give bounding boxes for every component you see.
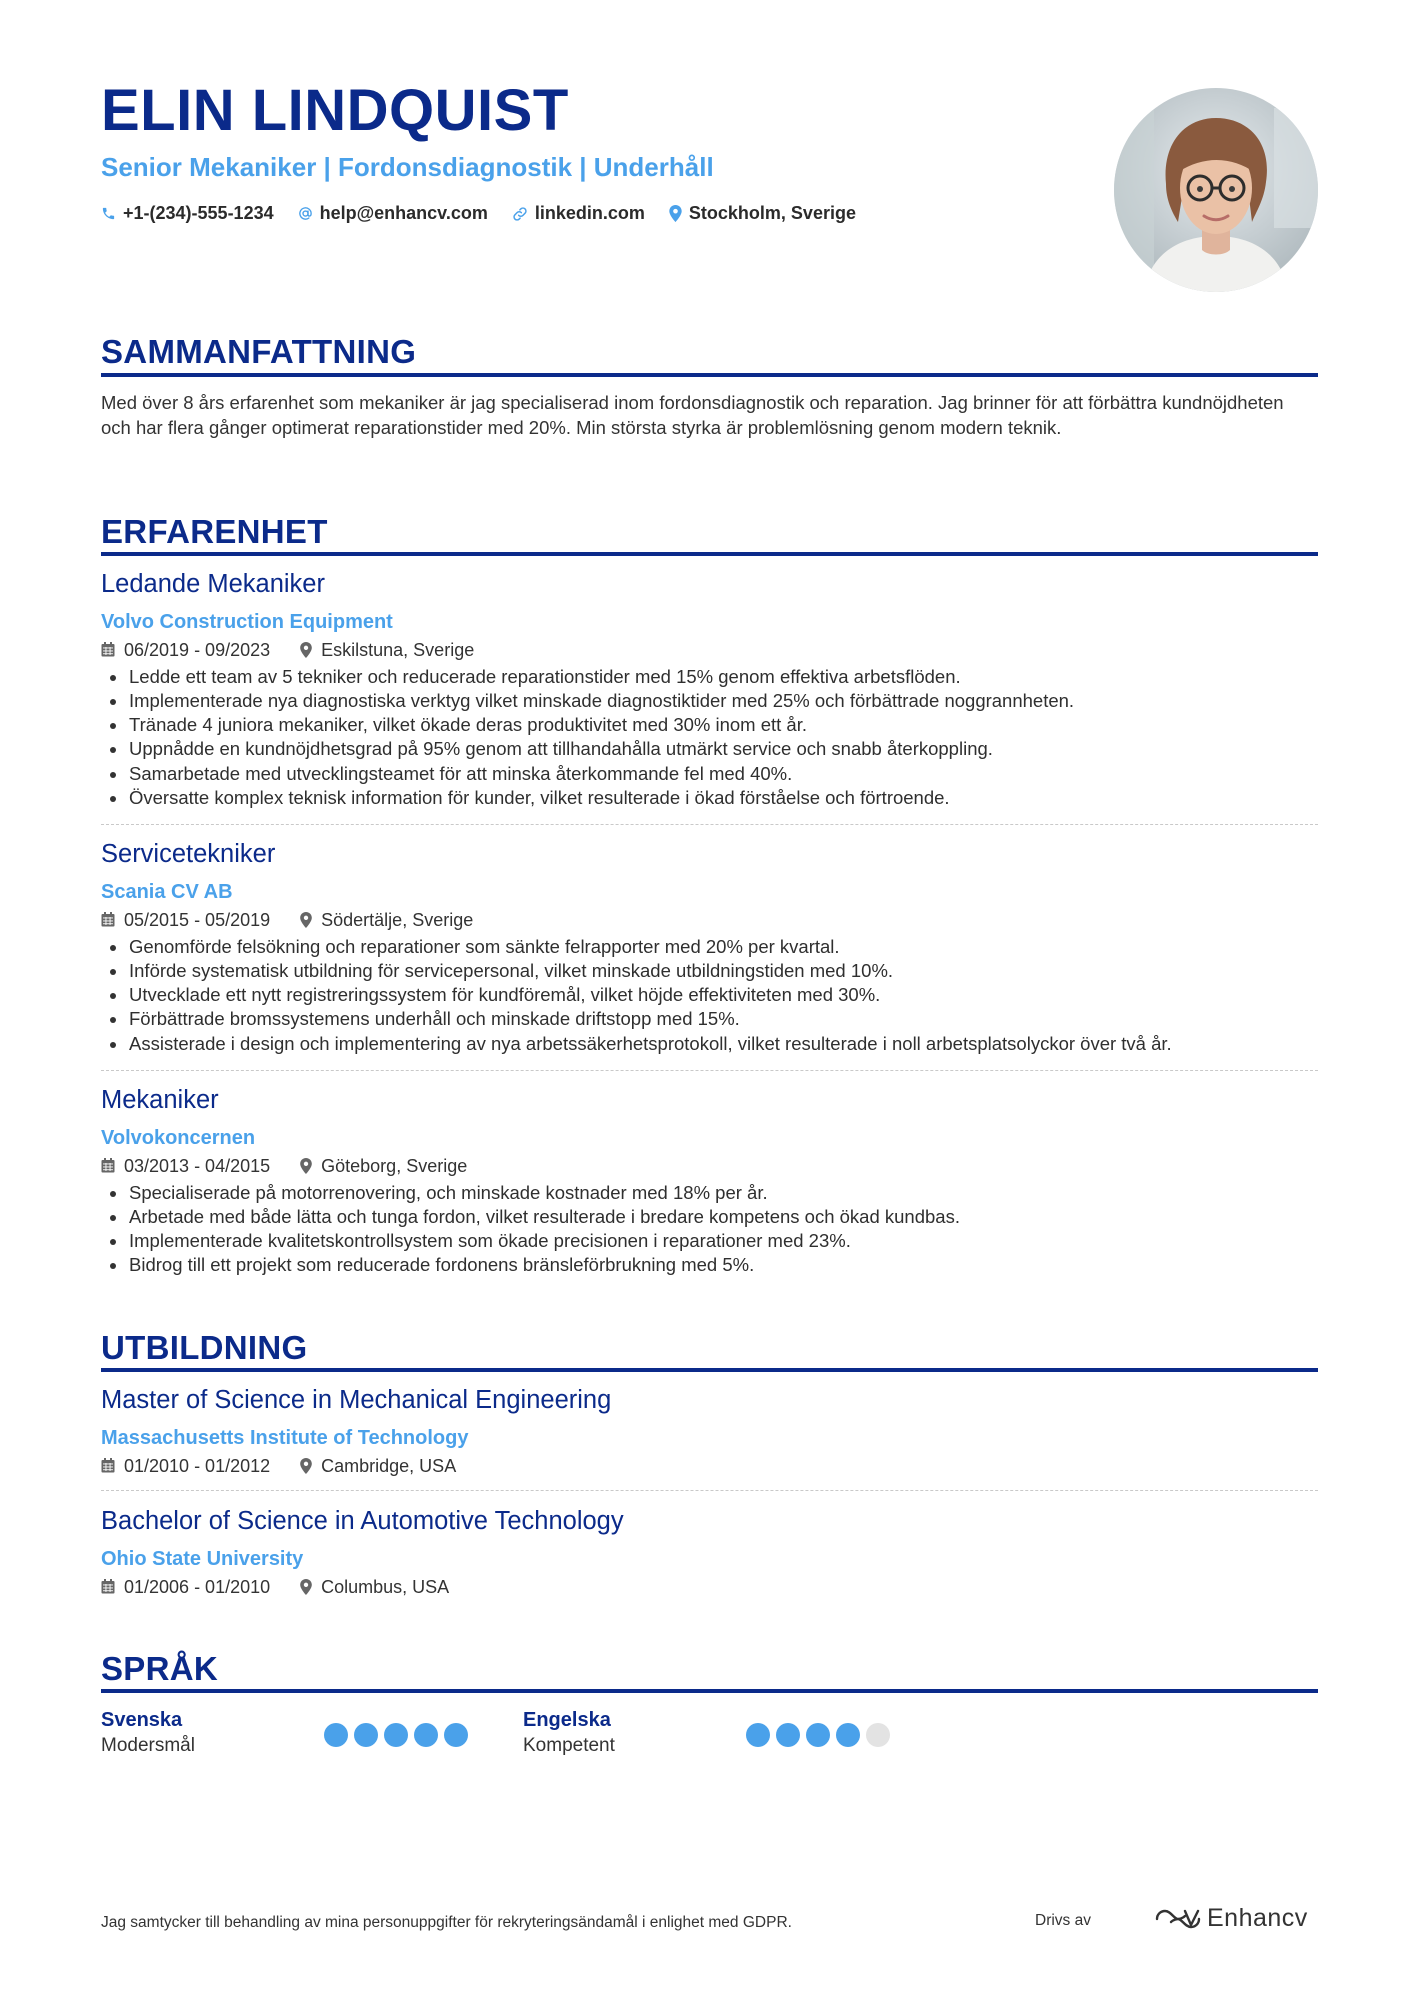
section-rule bbox=[101, 552, 1318, 556]
contact-location-text: Stockholm, Sverige bbox=[688, 203, 856, 223]
company-name[interactable]: Volvo Construction Equipment bbox=[101, 610, 393, 633]
job-achievements bbox=[101, 665, 1318, 811]
achievement-bullet: Specialiserade på motorrenovering, och minskade kostnader med 18% per år. bbox=[101, 1181, 1318, 1205]
school-name[interactable]: Massachusetts Institute of Technology bbox=[101, 1426, 469, 1449]
achievement-bullet: Genomförde felsökning och reparationer som sänkte felrapporter med 20% per kvartal. bbox=[101, 935, 1318, 959]
job-achievements bbox=[101, 935, 1318, 1056]
achievement-bullet: Assisterade i design och implementering av nya arbetssäkerhetsprotokoll, vilket resulterade i noll arbetsplatsolyckor över två år. bbox=[101, 1032, 1318, 1056]
contact-bar bbox=[101, 203, 880, 224]
location-icon bbox=[300, 912, 312, 928]
language-name: Svenska bbox=[101, 1709, 183, 1731]
contact-phone[interactable] bbox=[101, 203, 274, 224]
achievement-bullet: Ledde ett team av 5 tekniker och reducerade reparationstider med 15% genom effektiva arbetsflöden. bbox=[101, 665, 1318, 689]
location-icon bbox=[300, 642, 312, 658]
summary-text: Med över 8 års erfarenhet som mekaniker är jag specialiserad inom fordonsdiagnostik och reparation. Jag brinner för att förbättra kundnöjdheten och har flera gånger optimerat reparationstider med 20%. Min största styrka är problemlösning genom modern teknik. bbox=[101, 392, 1284, 438]
rating-dot-filled bbox=[384, 1723, 408, 1747]
location-icon bbox=[300, 1158, 312, 1174]
job-dates: 05/2015 - 05/2019 bbox=[124, 909, 271, 930]
job-location: Södertälje, Sverige bbox=[321, 909, 474, 930]
experience-entry bbox=[101, 842, 1318, 1056]
contact-location bbox=[669, 203, 856, 224]
language-rating bbox=[746, 1723, 896, 1747]
education-dates: 01/2006 - 01/2010 bbox=[124, 1576, 271, 1597]
achievement-bullet: Arbetade med både lätta och tunga fordon, vilket resulterade i bredare kompetens och ökad kundbas. bbox=[101, 1205, 1318, 1229]
brand-logo[interactable] bbox=[1155, 1904, 1308, 1933]
rating-dot-filled bbox=[414, 1723, 438, 1747]
achievement-bullet: Införde systematisk utbildning för servicepersonal, vilket minskade utbildningstiden med 10%. bbox=[101, 959, 1318, 983]
contact-email-text: help@enhancv.com bbox=[319, 203, 488, 223]
gdpr-consent: Jag samtycker till behandling av mina personuppgifter för rekryteringsändamål i enlighet med GDPR. bbox=[101, 1914, 792, 1931]
job-dates: 03/2013 - 04/2015 bbox=[124, 1155, 271, 1176]
entry-divider bbox=[101, 1070, 1318, 1071]
section-title-summary: SAMMANFATTNING bbox=[101, 333, 417, 370]
achievement-bullet: Uppnådde en kundnöjdhetsgrad på 95% genom att tillhandahålla utmärkt service och snabb återkoppling. bbox=[101, 737, 1318, 761]
job-meta bbox=[101, 641, 1318, 659]
brand-name: Enhancv bbox=[1207, 1904, 1308, 1932]
candidate-name: ELIN LINDQUIST bbox=[101, 78, 569, 143]
powered-by-label: Drivs av bbox=[1035, 1912, 1091, 1929]
achievement-bullet: Implementerade kvalitetskontrollsystem som ökade precisionen i reparationer med 23%. bbox=[101, 1229, 1318, 1253]
company-name[interactable]: Scania CV AB bbox=[101, 880, 233, 903]
job-dates: 06/2019 - 09/2023 bbox=[124, 639, 271, 660]
section-rule bbox=[101, 1689, 1318, 1693]
link-icon bbox=[512, 206, 528, 222]
calendar-icon bbox=[101, 1579, 115, 1594]
language-level: Modersmål bbox=[101, 1735, 195, 1756]
education-entry bbox=[101, 1388, 1318, 1475]
job-title: Ledande Mekaniker bbox=[101, 570, 325, 598]
education-location: Columbus, USA bbox=[321, 1576, 450, 1597]
language-rating bbox=[324, 1723, 474, 1747]
language-level: Kompetent bbox=[523, 1735, 615, 1756]
achievement-bullet: Bidrog till ett projekt som reducerade fordonens bränsleförbrukning med 5%. bbox=[101, 1253, 1318, 1277]
enhancv-logo-icon bbox=[1155, 1907, 1201, 1931]
experience-entry bbox=[101, 1088, 1318, 1278]
calendar-icon bbox=[101, 642, 115, 657]
calendar-icon bbox=[101, 1158, 115, 1173]
achievement-bullet: Utvecklade ett nytt registreringssystem för kundföremål, vilket höjde effektiviteten med 30%. bbox=[101, 983, 1318, 1007]
rating-dot-filled bbox=[836, 1723, 860, 1747]
degree-title: Master of Science in Mechanical Engineering bbox=[101, 1386, 612, 1414]
location-icon bbox=[300, 1458, 312, 1474]
section-title-education: UTBILDNING bbox=[101, 1329, 308, 1366]
calendar-icon bbox=[101, 1458, 115, 1473]
rating-dot-filled bbox=[354, 1723, 378, 1747]
language-item bbox=[523, 1710, 923, 1755]
calendar-icon bbox=[101, 912, 115, 927]
rating-dot-filled bbox=[324, 1723, 348, 1747]
section-rule bbox=[101, 1368, 1318, 1372]
education-dates: 01/2010 - 01/2012 bbox=[124, 1455, 271, 1476]
at-icon bbox=[298, 206, 313, 221]
entry-divider bbox=[101, 824, 1318, 825]
rating-dot-filled bbox=[444, 1723, 468, 1747]
language-item bbox=[101, 1710, 501, 1755]
job-meta bbox=[101, 1157, 1318, 1175]
achievement-bullet: Samarbetade med utvecklingsteamet för att minska återkommande fel med 40%. bbox=[101, 762, 1318, 786]
contact-phone-text: +1-(234)-555-1234 bbox=[123, 203, 274, 223]
section-title-experience: ERFARENHET bbox=[101, 513, 328, 550]
contact-linkedin[interactable] bbox=[512, 203, 645, 224]
language-name: Engelska bbox=[523, 1709, 611, 1731]
achievement-bullet: Förbättrade bromssystemens underhåll och minskade driftstopp med 15%. bbox=[101, 1007, 1318, 1031]
job-location: Göteborg, Sverige bbox=[321, 1155, 468, 1176]
education-location: Cambridge, USA bbox=[321, 1455, 457, 1476]
job-meta bbox=[101, 911, 1318, 929]
experience-entry bbox=[101, 572, 1318, 810]
rating-dot-filled bbox=[776, 1723, 800, 1747]
education-meta bbox=[101, 1457, 1318, 1475]
location-icon bbox=[300, 1579, 312, 1595]
job-title: Mekaniker bbox=[101, 1086, 219, 1114]
profile-photo-illustration bbox=[1114, 88, 1318, 292]
rating-dot-filled bbox=[806, 1723, 830, 1747]
contact-linkedin-text: linkedin.com bbox=[534, 203, 645, 223]
education-meta bbox=[101, 1578, 1318, 1596]
contact-email[interactable] bbox=[298, 203, 488, 224]
location-icon bbox=[669, 205, 682, 222]
job-title: Servicetekniker bbox=[101, 840, 276, 868]
candidate-tagline: Senior Mekaniker | Fordonsdiagnostik | Underhåll bbox=[101, 152, 714, 182]
achievement-bullet: Översatte komplex teknisk information för kunder, vilket resulterade i ökad förståelse och förtroende. bbox=[101, 786, 1318, 810]
phone-icon bbox=[101, 206, 116, 221]
achievement-bullet: Implementerade nya diagnostiska verktyg vilket minskade diagnostiktider med 25% och förbättrade noggrannheten. bbox=[101, 689, 1318, 713]
section-title-languages: SPRÅK bbox=[101, 1650, 219, 1687]
profile-photo bbox=[1114, 88, 1318, 292]
education-entry bbox=[101, 1509, 1318, 1596]
degree-title: Bachelor of Science in Automotive Technology bbox=[101, 1507, 624, 1535]
entry-divider bbox=[101, 1490, 1318, 1491]
job-location: Eskilstuna, Sverige bbox=[321, 639, 475, 660]
achievement-bullet: Tränade 4 juniora mekaniker, vilket ökade deras produktivitet med 30% inom ett år. bbox=[101, 713, 1318, 737]
school-name[interactable]: Ohio State University bbox=[101, 1547, 304, 1570]
company-name[interactable]: Volvokoncernen bbox=[101, 1126, 256, 1149]
rating-dot-filled bbox=[746, 1723, 770, 1747]
job-achievements bbox=[101, 1181, 1318, 1278]
rating-dot-empty bbox=[866, 1723, 890, 1747]
section-rule bbox=[101, 373, 1318, 377]
